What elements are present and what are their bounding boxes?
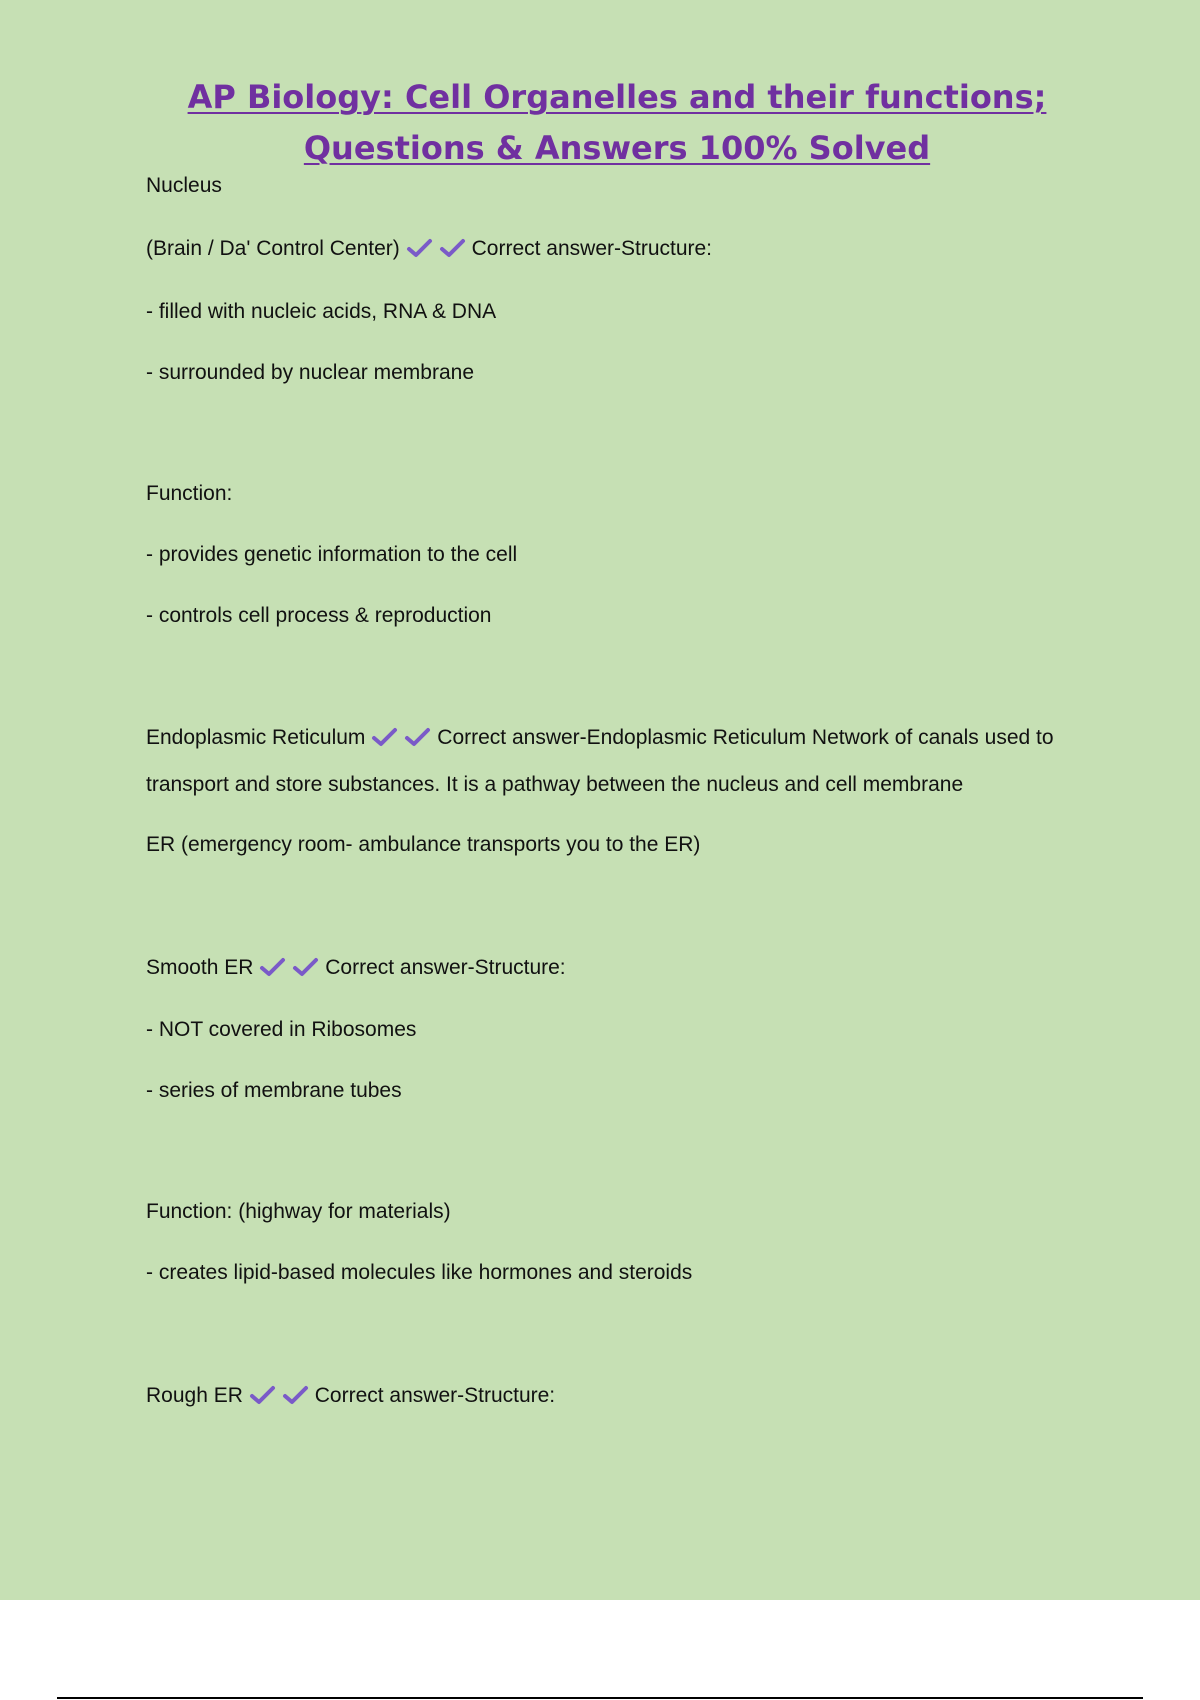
check-icon (406, 238, 433, 258)
er-mnemonic: ER (emergency room- ambulance transports you to the ER) (146, 833, 701, 856)
check-icon (371, 727, 398, 747)
bullet-not-covered: - NOT covered in Ribosomes (146, 1018, 417, 1041)
check-icon (292, 957, 319, 977)
check-icon (282, 1385, 309, 1405)
answer-smooth-er (146, 955, 1086, 981)
bullet-membrane-tubes: - series of membrane tubes (146, 1079, 402, 1102)
smooth-er-function-label: Function: (highway for materials) (146, 1200, 451, 1223)
answer-text: Correct answer-Structure: (471, 237, 713, 260)
answer-endoplasmic-reticulum (146, 714, 1086, 808)
bullet-lipid-molecules: - creates lipid-based molecules like hormones and steroids (146, 1261, 693, 1284)
page-title (0, 72, 1200, 174)
nucleus-function-label: Function: (146, 482, 233, 505)
bullet-nucleic-acids: - filled with nucleic acids, RNA & DNA (146, 300, 497, 323)
answer-text: Correct answer-Structure: (325, 956, 566, 979)
check-icon (249, 1385, 276, 1405)
term-endoplasmic-reticulum: Endoplasmic Reticulum (146, 726, 366, 749)
title-line-1: AP Biology: Cell Organelles and their functions; (187, 78, 1047, 116)
check-icon (439, 238, 466, 258)
bullet-cell-process: - controls cell process & reproduction (146, 604, 492, 627)
term-smooth-er: Smooth ER (146, 956, 254, 979)
bullet-genetic-info: - provides genetic information to the cell (146, 543, 518, 566)
title-line-2: Questions & Answers 100% Solved (303, 129, 931, 167)
nucleus-subtitle: (Brain / Da' Control Center) (146, 237, 400, 260)
answer-text: Correct answer-Structure: (314, 1384, 556, 1407)
answer-text: Correct answer-Endoplasmic Reticulum Network of canals used to transport and store substances. It is a pathway between the nucleus and cell membrane (146, 726, 1054, 796)
term-rough-er: Rough ER (146, 1384, 243, 1407)
check-icon (404, 727, 431, 747)
bullet-nuclear-membrane: - surrounded by nuclear membrane (146, 361, 475, 384)
footer-divider (57, 1697, 1143, 1699)
check-icon (259, 957, 286, 977)
answer-rough-er (146, 1383, 1086, 1409)
term-nucleus: Nucleus (146, 174, 222, 197)
answer-nucleus-structure (146, 236, 1086, 262)
